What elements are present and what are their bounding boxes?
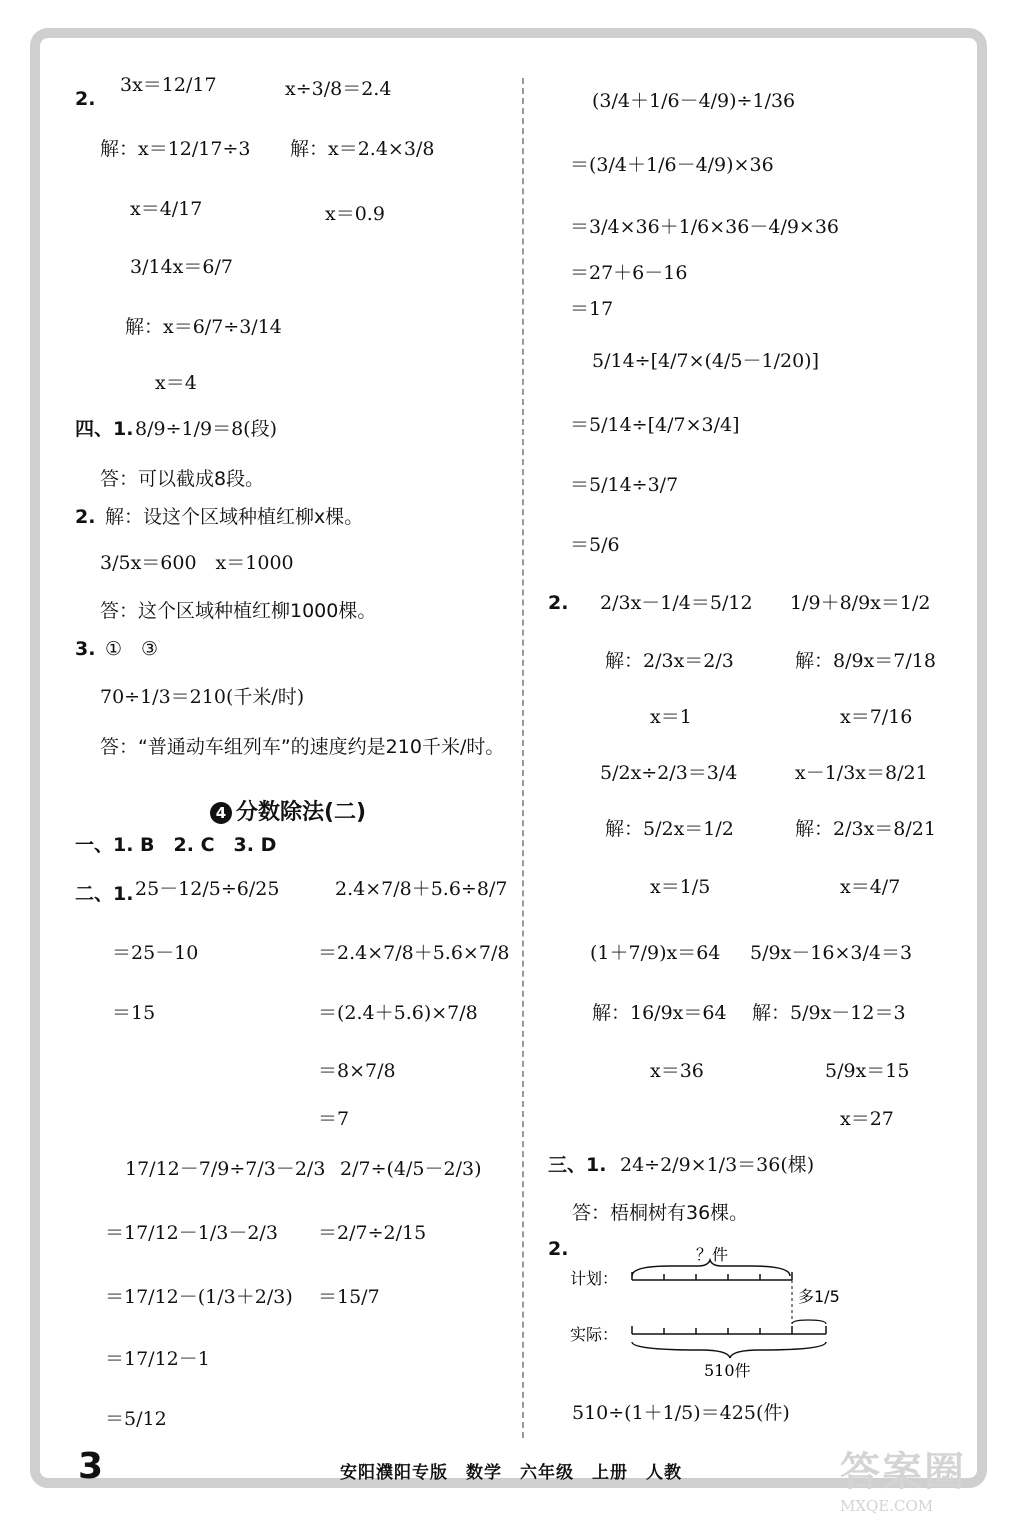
equation-line: ＝27＋6－16 xyxy=(570,262,688,284)
equation-line: 25－12/5÷6/25 xyxy=(135,878,280,900)
more-brace xyxy=(792,1320,826,1324)
equation-line: 解：8/9x＝7/18 xyxy=(795,650,936,672)
equation-line: ＝2.4×7/8＋5.6×7/8 xyxy=(318,942,510,964)
actual-label: 实际： xyxy=(570,1325,619,1344)
equation-line: x＝4 xyxy=(155,372,197,394)
equation-line: ＝(3/4＋1/6－4/9)×36 xyxy=(570,154,774,176)
equation-line: 2.4×7/8＋5.6÷8/7 xyxy=(335,878,508,900)
equation-line: x＝0.9 xyxy=(325,203,385,225)
watermark-url: MXQE.COM xyxy=(840,1497,934,1515)
equation-line: 解：x＝12/17÷3 xyxy=(100,138,251,160)
equation-line: 2/7÷(4/5－2/3) xyxy=(340,1158,482,1180)
equation-line: x＝7/16 xyxy=(840,706,913,728)
equation-line: x＝27 xyxy=(840,1108,894,1130)
equation-line: ＝25－10 xyxy=(112,942,199,964)
equation-line: 解：16/9x＝64 xyxy=(592,1002,727,1024)
equation-line: (1＋7/9)x＝64 xyxy=(590,942,721,964)
total-brace xyxy=(632,1342,826,1358)
equation-line: 5/2x÷2/3＝3/4 xyxy=(600,762,738,784)
equation-line: ＝3/4×36＋1/6×36－4/9×36 xyxy=(570,216,840,238)
equation-line: (3/4＋1/6－4/9)÷1/36 xyxy=(592,90,796,112)
section3-label: 三、1. xyxy=(548,1154,607,1176)
actual-ticks xyxy=(632,1326,826,1334)
section4-label: 四、1. xyxy=(75,418,134,440)
page-number: 3 xyxy=(78,1446,104,1487)
equation-line: 解：5/2x＝1/2 xyxy=(605,818,734,840)
equation-line: ＝5/14÷3/7 xyxy=(570,474,679,496)
watermark-logo xyxy=(840,1440,1000,1520)
equation-line: ＝17/12－(1/3＋2/3) xyxy=(105,1286,293,1308)
question-label: 2. xyxy=(548,1238,569,1260)
question-label: ？件 xyxy=(696,1245,729,1264)
equation-line: 24÷2/9×1/3＝36(棵) xyxy=(620,1154,815,1176)
column-divider xyxy=(522,78,524,1438)
total-label: 510件 xyxy=(704,1361,751,1380)
plan-label: 计划： xyxy=(570,1269,619,1288)
equation-line: 解：x＝2.4×3/8 xyxy=(290,138,435,160)
section-number-badge: 4 xyxy=(210,802,232,824)
equation-line: ＝17/12－1/3－2/3 xyxy=(105,1222,278,1244)
line-segment-diagram xyxy=(570,1245,850,1382)
equation-line: ＝7 xyxy=(318,1108,350,1130)
equation-line: 5/14÷[4/7×(4/5－1/20)] xyxy=(592,350,819,372)
equation-line: 3x＝12/17 xyxy=(120,74,217,96)
equation-line: 510÷(1＋1/5)＝425(件) xyxy=(572,1402,790,1424)
answer-line: 答：可以截成8段。 xyxy=(100,468,265,490)
equation-line: 1/9＋8/9x＝1/2 xyxy=(790,592,931,614)
equation-line: x＝4/17 xyxy=(130,198,203,220)
equation-line: x÷3/8＝2.4 xyxy=(285,78,392,100)
part2-label: 二、1. xyxy=(75,883,134,905)
section-title-text: 分数除法(二) xyxy=(236,800,367,825)
equation-line: ＝5/12 xyxy=(105,1408,167,1430)
q2-label: 2. xyxy=(75,88,96,110)
equation-line: ＝(2.4＋5.6)×7/8 xyxy=(318,1002,478,1024)
equation-line: 5/9x－16×3/4＝3 xyxy=(750,942,913,964)
equation-line: ＝15/7 xyxy=(318,1286,380,1308)
equation-line: 解：5/9x－12＝3 xyxy=(752,1002,906,1024)
equation-line: 3/14x＝6/7 xyxy=(130,256,233,278)
book-info: 安阳濮阳专版 数学 六年级 上册 人教 xyxy=(340,1463,682,1483)
answer-line: 答：“普通动车组列车”的速度约是210千米/时。 xyxy=(100,736,505,758)
equation-line: 70÷1/3＝210(千米/时) xyxy=(100,686,305,708)
equation-line: ＝5/6 xyxy=(570,534,620,556)
equation-line: x＝4/7 xyxy=(840,876,901,898)
equation-line: x－1/3x＝8/21 xyxy=(795,762,928,784)
equation-line: 5/9x＝15 xyxy=(825,1060,910,1082)
equation-line: 解：2/3x＝8/21 xyxy=(795,818,936,840)
equation-line: 8/9÷1/9＝8(段) xyxy=(135,418,277,440)
section-title xyxy=(210,795,366,826)
watermark-text: 答案圈 xyxy=(840,1448,966,1495)
question-label: 2. xyxy=(75,506,96,528)
equation-line: ＝17 xyxy=(570,298,614,320)
choice-line: ① ③ xyxy=(105,638,159,660)
equation-line: 3/5x＝600 x＝1000 xyxy=(100,552,294,574)
plan-ticks xyxy=(632,1272,792,1280)
equation-line: x＝1 xyxy=(650,706,692,728)
question-label: 3. xyxy=(75,638,96,660)
equation-line: ＝15 xyxy=(112,1002,156,1024)
answer-line: 答：梧桐树有36棵。 xyxy=(572,1202,749,1224)
text-line: 解：设这个区域种植红柳x棵。 xyxy=(105,506,364,528)
more-label: 多1/5 xyxy=(798,1287,840,1306)
equation-line: x＝36 xyxy=(650,1060,704,1082)
equation-line: ＝17/12－1 xyxy=(105,1348,210,1370)
answer-line: 答：这个区域种植红柳1000棵。 xyxy=(100,600,377,622)
question-label: 2. xyxy=(548,592,569,614)
equation-line: 解：2/3x＝2/3 xyxy=(605,650,734,672)
equation-line: 解：x＝6/7÷3/14 xyxy=(125,316,282,338)
equation-line: 2/3x－1/4＝5/12 xyxy=(600,592,753,614)
equation-line: ＝8×7/8 xyxy=(318,1060,396,1082)
equation-line: x＝1/5 xyxy=(650,876,711,898)
equation-line: ＝5/14÷[4/7×3/4] xyxy=(570,414,740,436)
part1-answers: 一、1. B 2. C 3. D xyxy=(75,834,277,856)
equation-line: ＝2/7÷2/15 xyxy=(318,1222,427,1244)
equation-line: 17/12－7/9÷7/3－2/3 xyxy=(125,1158,326,1180)
